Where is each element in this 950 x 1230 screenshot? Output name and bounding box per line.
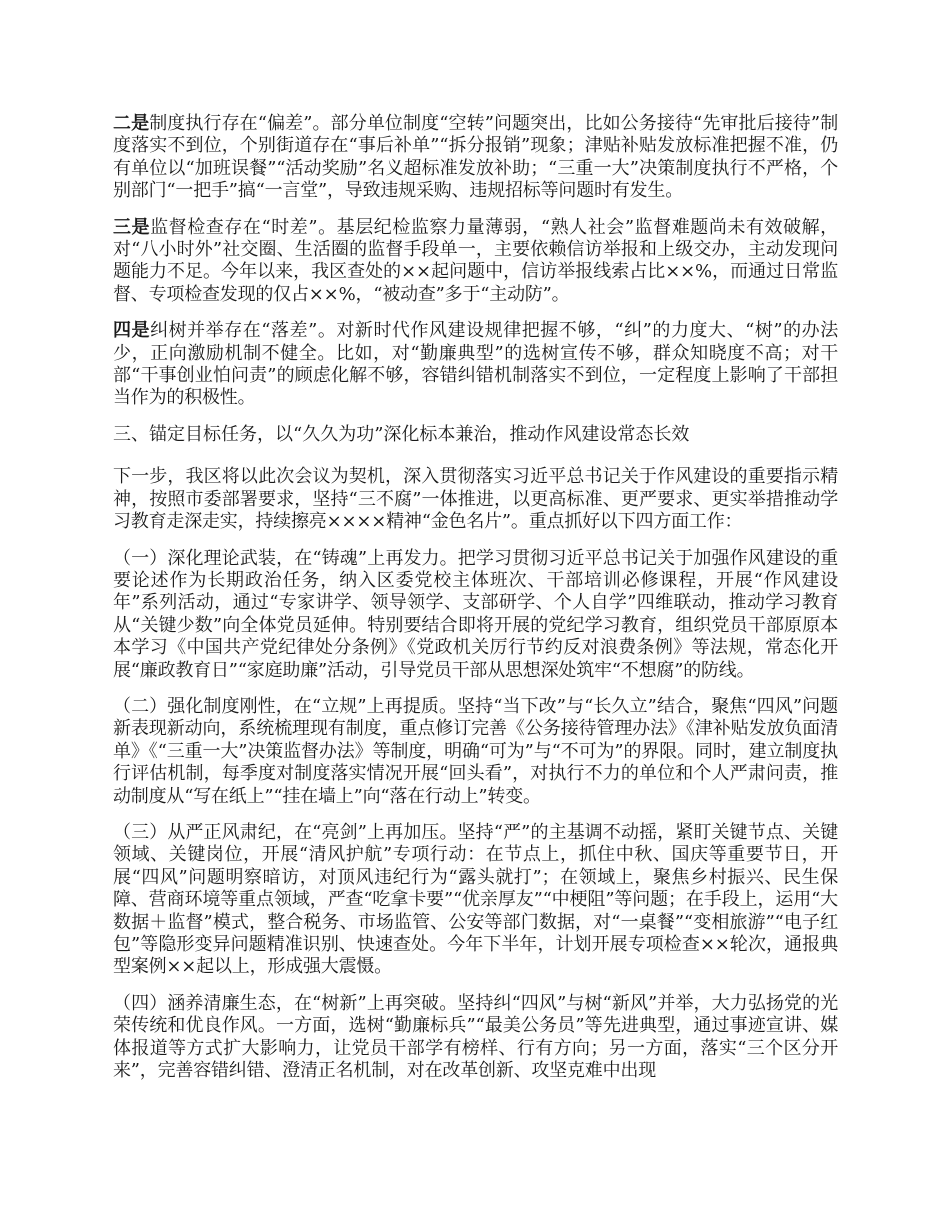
intro-paragraph: 下一步，我区将以此次会议为契机，深入贯彻落实习近平总书记关于作风建设的重要指示精神，按照市委部署要求，坚持“三不腐”一体推进，以更高标准、更严要求、更实举措推动学习教育走深走实，持续擦亮××××精神“金色名片”。重点抓好以下四方面工作：: [113, 466, 838, 533]
paragraph-text: 制度执行存在“偏差”。部分单位制度“空转”问题突出，比如公务接待“先审批后接待”制度落实不到位，个别街道存在“事后补单”“拆分报销”现象；津贴补贴发放标准把握不准，仍有单位以“加班误餐”“活动奖励”名义超标准发放补助；“三重一大”决策制度执行不严格，个别部门“一把手”搞“一言堂”，导致违规采购、违规招标等问题时有发生。: [113, 113, 838, 202]
paragraph-lead: 三是: [113, 216, 151, 238]
paragraph-text: 纠树并举存在“落差”。对新时代作风建设规律把握不够，“纠”的力度大、“树”的办法少，正向激励机制不健全。比如，对“勤廉典型”的选树宣传不够，群众知晓度不高；对干部“干事创业怕问责”的顾虑化解不够，容错纠错机制落实不到位，一定程度上影响了干部担当作为的积极性。: [113, 320, 838, 409]
task-paragraph-4: （四）涵养清廉生态，在“树新”上再突破。坚持纠“四风”与树“新风”并举，大力弘扬党的光荣传统和优良作风。一方面，选树“勤廉标兵”“最美公务员”等先进典型，通过事迹宣讲、媒体报道等方式扩大影响力，让党员干部学有榜样、行有方向；另一方面，落实“三个区分开来”，完善容错纠错、澄清正名机制，对在改革创新、攻坚克难中出现: [113, 992, 838, 1082]
paragraph-lead: 四是: [113, 320, 151, 342]
task-paragraph-1: （一）深化理论武装，在“铸魂”上再发力。把学习贯彻习近平总书记关于加强作风建设的重要论述作为长期政治任务，纳入区委党校主体班次、干部培训必修课程，开展“作风建设年”系列活动，通过“专家讲学、领导领学、支部研学、个人自学”四维联动，推动学习教育从“关键少数”向全体党员延伸。特别要结合即将开展的党纪学习教育，组织党员干部原原本本学习《中国共产党纪律处分条例》《党政机关厉行节约反对浪费条例》等法规，常态化开展“廉政教育日”“家庭助廉”活动，引导党员干部从思想深处筑牢“不想腐”的防线。: [113, 547, 838, 681]
task-paragraph-3: （三）从严正风肃纪，在“亮剑”上再加压。坚持“严”的主基调不动摇，紧盯关键节点、关键领域、关键岗位，开展“清风护航”专项行动：在节点上，抓住中秋、国庆等重要节日，开展“四风”问题明察暗访，对顶风违纪行为“露头就打”；在领域上，聚焦乡村振兴、民生保障、营商环境等重点领域，严查“吃拿卡要”“优亲厚友”“中梗阻”等问题；在手段上，运用“大数据＋监督”模式，整合税务、市场监管、公安等部门数据，对“一桌餐”“变相旅游”“电子红包”等隐形变异问题精准识别、快速查处。今年下半年，计划开展专项检查××轮次，通报典型案例××起以上，形成强大震慑。: [113, 821, 838, 978]
paragraph-point-two: [113, 113, 838, 203]
section-heading: 三、锚定目标任务，以“久久为功”深化标本兼治，推动作风建设常态长效: [113, 423, 690, 445]
paragraph-text: 监督检查存在“时差”。基层纪检监察力量薄弱，“熟人社会”监督难题尚未有效破解，对“八小时外”社交圈、生活圈的监督手段单一，主要依赖信访举报和上级交办，主动发现问题能力不足。今年以来，我区查处的××起问题中，信访举报线索占比××%，而通过日常监督、专项检查发现的仅占××%，“被动查”多于“主动防”。: [113, 216, 838, 305]
paragraph-point-four: [113, 320, 838, 410]
document-page: [113, 113, 838, 1096]
paragraph-lead: 二是: [113, 113, 150, 134]
task-paragraph-2: （二）强化制度刚性，在“立规”上再提质。坚持“当下改”与“长久立”结合，聚焦“四风”问题新表现新动向，系统梳理现有制度，重点修订完善《公务接待管理办法》《津补贴发放负面清单》《“三重一大”决策监督办法》等制度，明确“可为”与“不可为”的界限。同时，建立制度执行评估机制，每季度对制度落实情况开展“回头看”，对执行不力的单位和个人严肃问责，推动制度从“写在纸上”“挂在墙上”向“落在行动上”转变。: [113, 695, 838, 807]
paragraph-point-three: [113, 217, 838, 307]
